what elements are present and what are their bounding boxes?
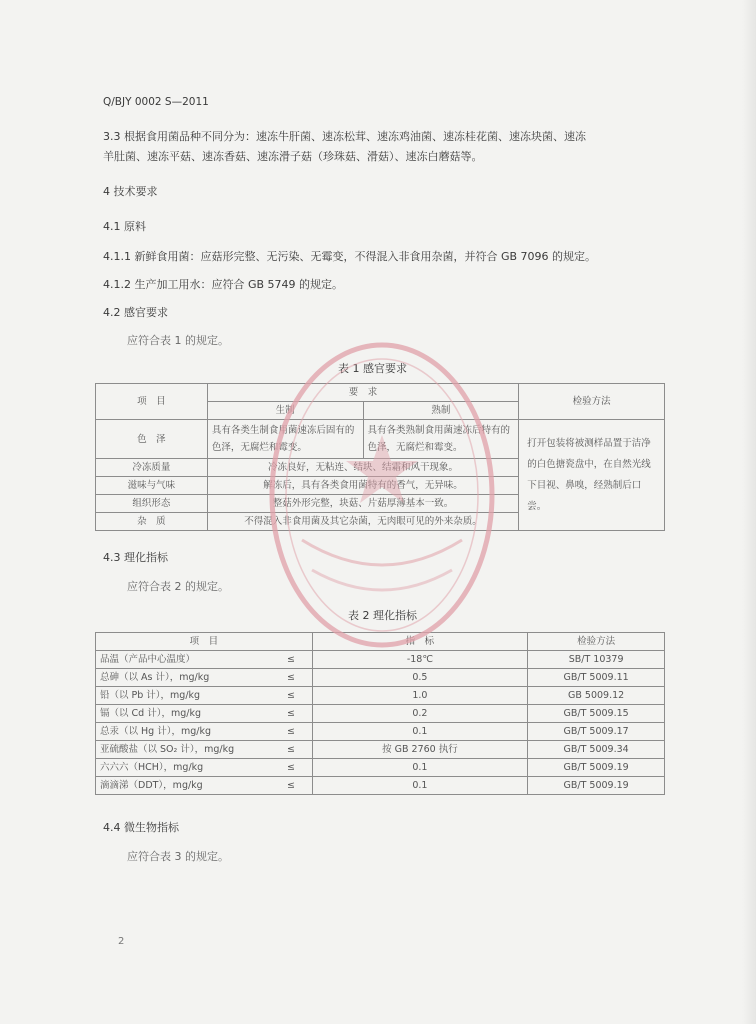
table2-physicochemical (95, 632, 665, 795)
t1-cell-merged: 冷冻良好，无粘连、结块、结霜和风干现象。 (207, 459, 518, 477)
t1-cell-item: 滋味与气味 (96, 477, 208, 495)
t1-header-cooked: 熟制 (363, 402, 519, 420)
table-row (96, 759, 665, 777)
section-4-2-body: 应符合表 1 的规定。 (127, 334, 229, 347)
section-4-title: 4 技术要求 (103, 185, 158, 198)
t2-cell-value: 0.2 (312, 705, 528, 723)
t1-cell-cooked: 具有各类熟制食用菌速冻后特有的色泽，无腐烂和霉变。 (363, 420, 519, 459)
t2-cell-method: GB/T 5009.11 (528, 669, 665, 687)
table-row (96, 384, 665, 402)
section-4-4-title: 4.4 微生物指标 (103, 821, 179, 834)
t1-cell-item: 冷冻质量 (96, 459, 208, 477)
t2-cell-op: ≤ (270, 759, 312, 777)
t1-cell-merged: 整菇外形完整，块菇、片菇厚薄基本一致。 (207, 495, 518, 513)
table2-caption: 表 2 理化指标 (348, 609, 417, 622)
t1-header-item: 项 目 (96, 384, 208, 420)
table-row (96, 669, 665, 687)
t1-cell-raw: 具有各类生制食用菌速冻后固有的色泽，无腐烂和霉变。 (207, 420, 363, 459)
table-row (96, 741, 665, 759)
t2-cell-op: ≤ (270, 687, 312, 705)
table-row (96, 705, 665, 723)
t2-cell-value: -18℃ (312, 651, 528, 669)
table-row (96, 420, 665, 459)
t2-cell-value: 0.1 (312, 777, 528, 795)
table1-caption: 表 1 感官要求 (338, 362, 407, 375)
t1-cell-item: 杂 质 (96, 513, 208, 531)
t1-cell-method: 打开包装将被测样品置于洁净的白色搪瓷盘中，在自然光线下目视、鼻嗅，经熟制后口尝。 (519, 420, 665, 531)
t2-cell-method: GB/T 5009.15 (528, 705, 665, 723)
section-4-1-title: 4.1 原料 (103, 220, 146, 233)
t2-cell-op: ≤ (270, 651, 312, 669)
t1-cell-item: 色 泽 (96, 420, 208, 459)
t1-cell-merged: 解冻后，具有各类食用菌特有的香气，无异味。 (207, 477, 518, 495)
section-3-3-line1: 3.3 根据食用菌品种不同分为：速冻牛肝菌、速冻松茸、速冻鸡油菌、速冻桂花菌、速冻块菌、速冻 (103, 130, 586, 143)
t2-cell-value: 0.1 (312, 723, 528, 741)
t2-cell-item: 滴滴涕（DDT），mg/kg (96, 777, 271, 795)
t2-header-item: 项 目 (96, 633, 313, 651)
t1-cell-item: 组织形态 (96, 495, 208, 513)
section-4-1-2-text: 4.1.2 生产加工用水：应符合 GB 5749 的规定。 (103, 278, 344, 291)
page-number: 2 (118, 936, 125, 947)
t1-header-requirement: 要 求 (207, 384, 518, 402)
t1-header-raw: 生制 (207, 402, 363, 420)
t2-cell-op: ≤ (270, 741, 312, 759)
t2-cell-op: ≤ (270, 723, 312, 741)
section-4-3-title: 4.3 理化指标 (103, 551, 168, 564)
t2-cell-method: GB 5009.12 (528, 687, 665, 705)
t2-cell-op: ≤ (270, 777, 312, 795)
t2-cell-method: GB/T 5009.34 (528, 741, 665, 759)
t2-cell-op: ≤ (270, 669, 312, 687)
t2-header-method: 检验方法 (528, 633, 665, 651)
t1-header-method: 检验方法 (519, 384, 665, 420)
t2-cell-item: 铅（以 Pb 计），mg/kg (96, 687, 271, 705)
t2-cell-value: 0.1 (312, 759, 528, 777)
section-3-3-line2: 羊肚菌、速冻平菇、速冻香菇、速冻滑子菇（珍珠菇、滑菇）、速冻白蘑菇等。 (103, 150, 483, 163)
section-4-2-title: 4.2 感官要求 (103, 306, 168, 319)
table-row (96, 777, 665, 795)
t2-cell-item: 总汞（以 Hg 计），mg/kg (96, 723, 271, 741)
t2-cell-value: 0.5 (312, 669, 528, 687)
t2-cell-value: 按 GB 2760 执行 (312, 741, 528, 759)
table-row (96, 651, 665, 669)
section-4-4-body: 应符合表 3 的规定。 (127, 850, 229, 863)
t2-cell-method: SB/T 10379 (528, 651, 665, 669)
t2-cell-op: ≤ (270, 705, 312, 723)
t2-cell-item: 品温（产品中心温度） (96, 651, 271, 669)
table-row (96, 687, 665, 705)
table-row (96, 723, 665, 741)
table-row (96, 633, 665, 651)
standard-code: Q/BJY 0002 S—2011 (103, 96, 209, 108)
t1-cell-merged: 不得混入非食用菌及其它杂菌，无肉眼可见的外来杂质。 (207, 513, 518, 531)
t2-cell-method: GB/T 5009.19 (528, 759, 665, 777)
t2-cell-item: 六六六（HCH），mg/kg (96, 759, 271, 777)
page-edge-shadow (742, 0, 756, 1024)
t2-cell-item: 镉（以 Cd 计），mg/kg (96, 705, 271, 723)
section-4-3-body: 应符合表 2 的规定。 (127, 580, 229, 593)
section-4-1-1-text: 4.1.1 新鲜食用菌：应菇形完整、无污染、无霉变，不得混入非食用杂菌，并符合 GB 7096 的规定。 (103, 250, 597, 263)
t2-cell-method: GB/T 5009.19 (528, 777, 665, 795)
t2-cell-item: 亚硫酸盐（以 SO₂ 计），mg/kg (96, 741, 271, 759)
table1-sensory (95, 383, 665, 531)
t2-header-index: 指 标 (312, 633, 528, 651)
t2-cell-method: GB/T 5009.17 (528, 723, 665, 741)
t2-cell-item: 总砷（以 As 计），mg/kg (96, 669, 271, 687)
t2-cell-value: 1.0 (312, 687, 528, 705)
